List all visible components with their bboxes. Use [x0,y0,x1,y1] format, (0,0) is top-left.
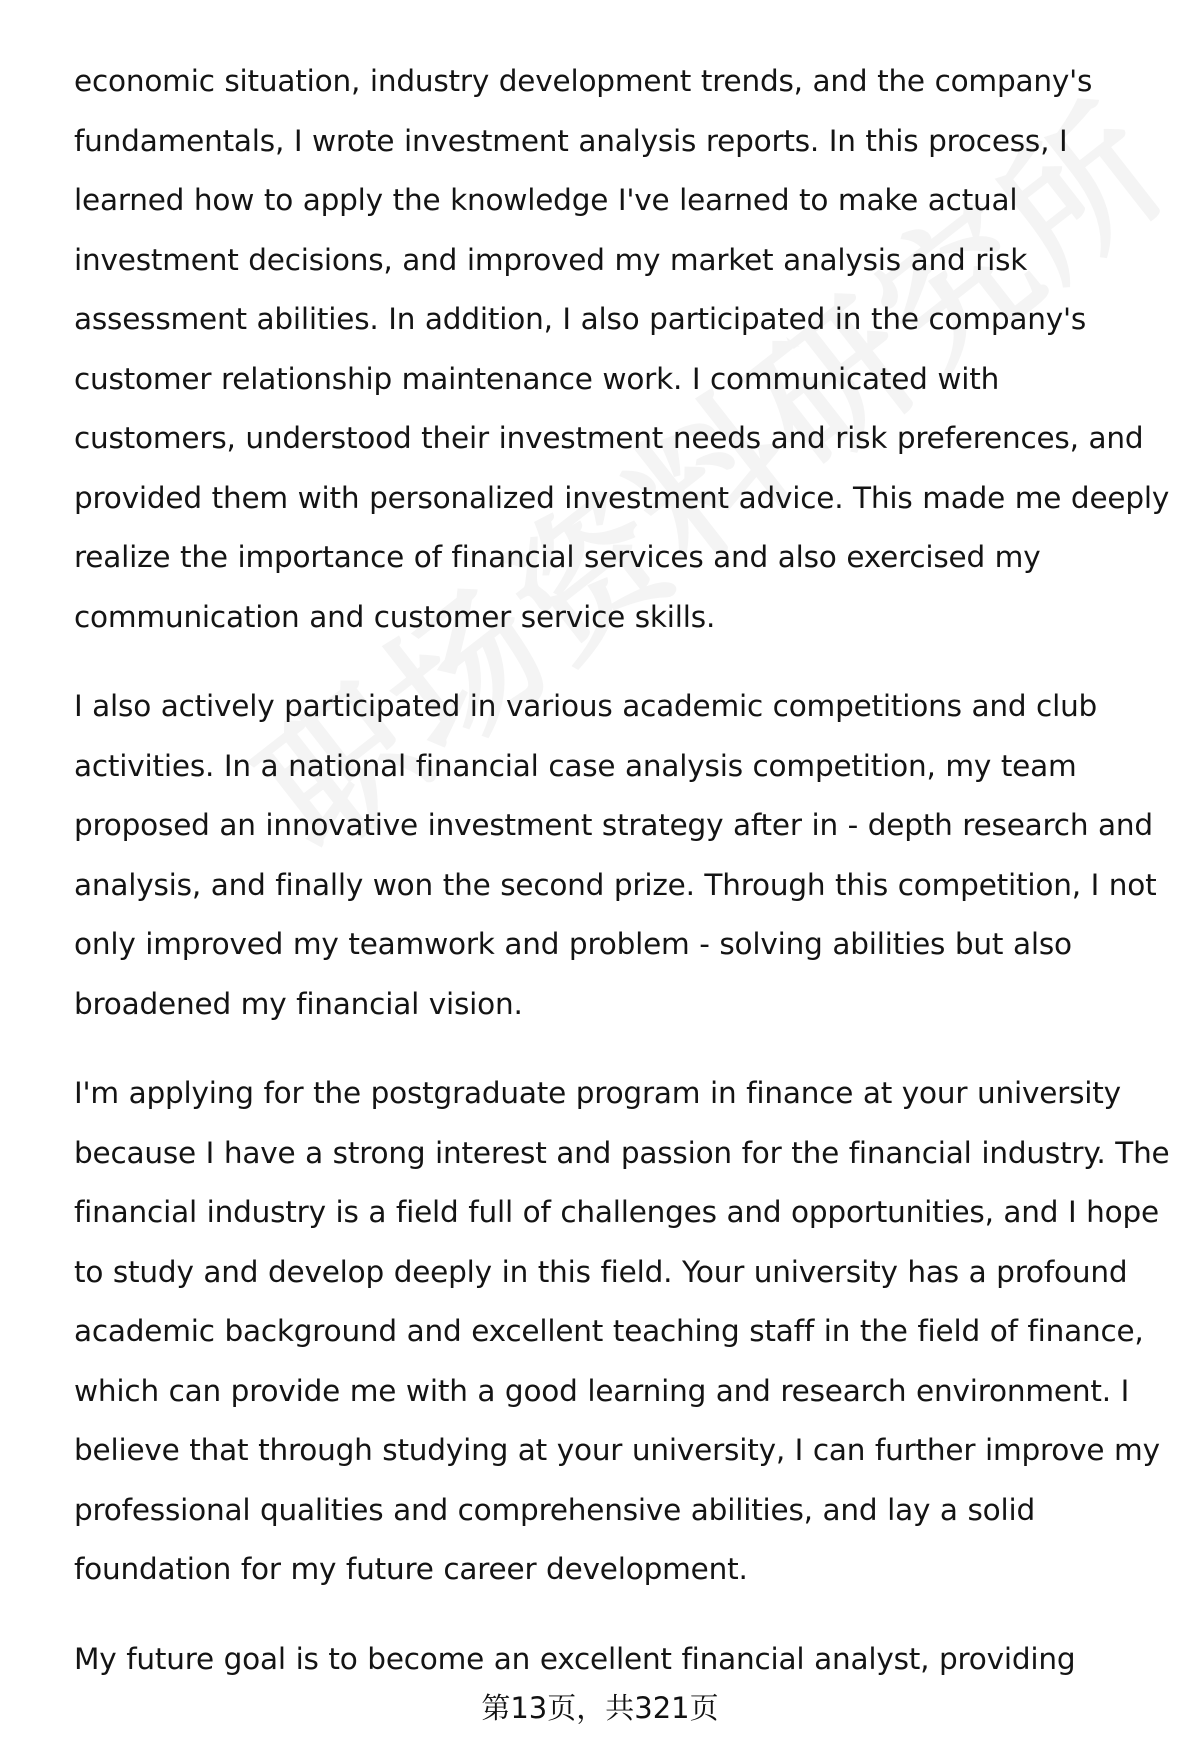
paragraph-application-reason: I'm applying for the postgraduate program in finance at your university because I have a strong interest and passion for the financial industry. The financial industry is a field full of challenges and opportunities, and I hope to study and develop deeply in this field. Your university has a profound academic background and excellent teaching staff in the field of finance, which can provide me with a good learning and research environment. I believe that through studying at your university, I can further improve my professional qualities and comprehensive abilities, and lay a solid foundation for my future career development. [74,1076,1170,1586]
paragraph-competitions: I also actively participated in various academic competitions and club activities. In a national financial case analysis competition, my team proposed an innovative investment strategy after in - depth research and analysis, and finally won the second prize. Through this competition, I not only improved my teamwork and problem - solving abilities but also broadened my financial vision. [74,689,1157,1021]
page-number-footer: 第13页，共321页 [481,1691,719,1725]
paragraph-future-goal: My future goal is to become an excellent financial analyst, providing [74,1641,1076,1676]
document-body [74,52,1170,1719]
paragraph-internship: economic situation, industry development trends, and the company's fundamentals, I wrote investment analysis reports. In this process, I learned how to apply the knowledge I've learned to make actual investment decisions, and improved my market analysis and risk assessment abilities. In addition, I also participated in the company's customer relationship maintenance work. I communicated with customers, understood their investment needs and risk preferences, and provided them with personalized investment advice. This made me deeply realize the importance of financial services and also exercised my communication and customer service skills. [74,64,1170,634]
